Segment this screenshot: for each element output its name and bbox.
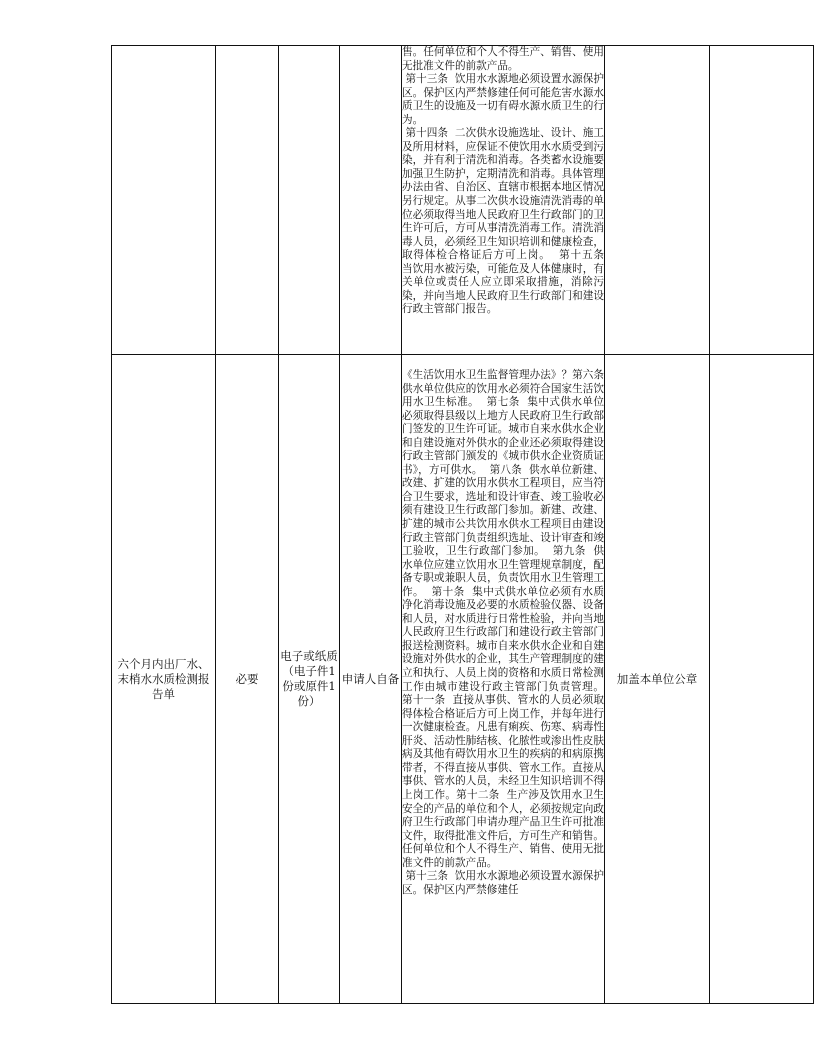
remark-cell — [605, 46, 710, 355]
form-cell — [279, 46, 340, 355]
source-cell — [340, 46, 402, 355]
table-row — [112, 355, 814, 1004]
form-cell: 电子或纸质（电子件1份或原件1份） — [279, 355, 340, 1004]
remark-cell: 加盖本单位公章 — [605, 355, 710, 1004]
material-name-cell: 六个月内出厂水、末梢水水质检测报告单 — [112, 355, 216, 1004]
materials-table — [111, 45, 814, 1004]
requirement-cell: 必要 — [216, 355, 279, 1004]
legal-basis-cell: 《生活饮用水卫生监督管理办法》？第六条 供水单位供应的饮用水必须符合国家生活饮用水卫生标准。 第七条 集中式供水单位必须取得县级以上地方人民政府卫生行政部门签发的卫生许可证。城市自来水供水企业和自建设施对外供水的企业还必须取得建设行政主管部门颁发的《城市供水企业资质证书》，方可供水。 第八条 供水单位新建、改建、扩建的饮用水供水工程项目，应当符合卫生要求，选址和设计审查、竣工验收必须有建设卫生行政部门参加。新建、改建、扩建的城市公共饮用水供水工程项目由建设行政主管部门负责组织选址、设计审查和竣工验收，卫生行政部门参加。 第九条 供水单位应建立饮用水卫生管理规章制度，配备专职或兼职人员，负责饮用水卫生管理工作。 第十条 集中式供水单位必须有水质净化消毒设施及必要的水质检验仪器、设备和人员，对水质进行日常性检验，并向当地人民政府卫生行政部门和建设行政主管部门报送检测资料。城市自来水供水企业和自建设施对外供水的企业，其生产管理制度的建立和执行、人员上岗的资格和水质日常检测工作由城市建设行政主管部门负责管理。 第十一条 直接从事供、管水的人员必须取得体检合格证后方可上岗工作，并每年进行一次健康检查。凡患有痢疾、伤寒、病毒性肝炎、活动性肺结核、化脓性或渗出性皮肤病及其他有碍饮用水卫生的疾病的和病原携带者，不得直接从事供、管水工作。直接从事供、管水的人员，未经卫生知识培训不得上岗工作。第十二条 生产涉及饮用水卫生安全的产品的单位和个人，必须按规定向政府卫生行政部门申请办理产品卫生许可批准文件，取得批准文件后，方可生产和销售。任何单位和个人不得生产、销售、使用无批准文件的前款产品。 第十三条 饮用水水源地必须设置水源保护区。保护区内严禁修建任 — [402, 355, 605, 1004]
material-name-cell — [112, 46, 216, 355]
empty-cell — [710, 355, 814, 1004]
empty-cell — [710, 46, 814, 355]
source-cell: 申请人自备 — [340, 355, 402, 1004]
legal-basis-cell: 售。任何单位和个人不得生产、销售、使用无批准文件的前款产品。 第十三条 饮用水水源地必须设置水源保护区。保护区内严禁修建任何可能危害水源水质卫生的设施及一切有碍水源水质卫生的行为。 第十四条 二次供水设施选址、设计、施工及所用材料，应保证不使饮用水水质受到污染，并有利于清洗和消毒。各类蓄水设施要加强卫生防护，定期清洗和消毒。具体管理办法由省、自治区、直辖市根据本地区情况另行规定。从事二次供水设施清洗消毒的单位必须取得当地人民政府卫生行政部门的卫生许可后，方可从事清洗消毒工作。清洗消毒人员，必须经卫生知识培训和健康检查，取得体检合格证后方可上岗。 第十五条 当饮用水被污染，可能危及人体健康时，有关单位或责任人应立即采取措施，消除污染，并向当地人民政府卫生行政部门和建设行政主管部门报告。 — [402, 46, 605, 355]
requirement-cell — [216, 46, 279, 355]
table-row — [112, 46, 814, 355]
